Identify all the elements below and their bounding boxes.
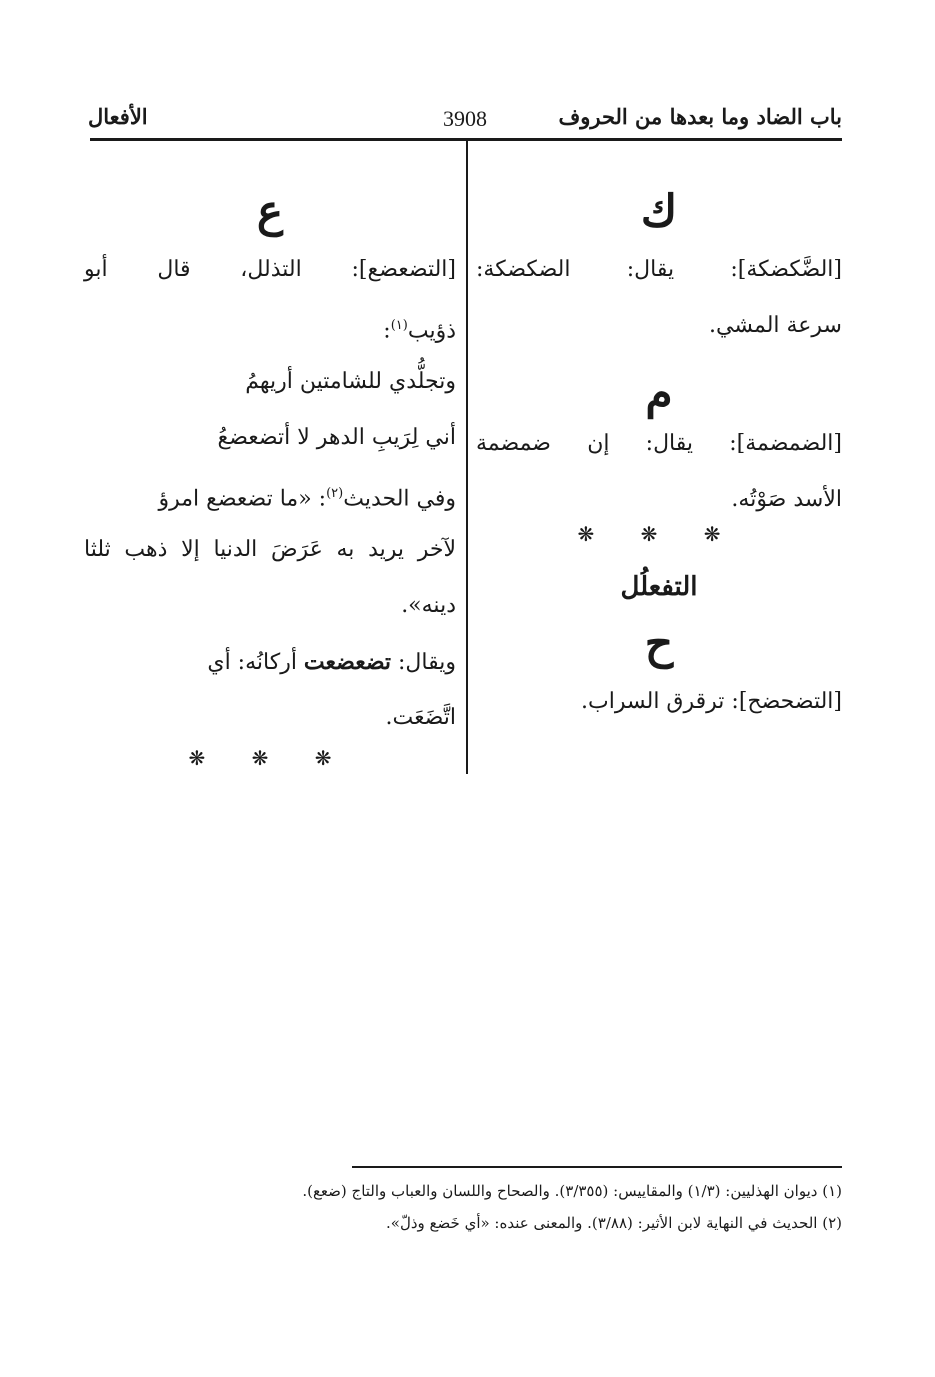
poet-name: ذؤيب	[407, 318, 456, 344]
footnote-ref-1: (١)	[390, 318, 408, 333]
mim-entry-line-2: الأسد صَوْتُه.	[731, 487, 842, 512]
separator-stars: ❋ ❋ ❋	[188, 746, 352, 770]
yuqal-line-1	[84, 634, 456, 690]
kaf-entry-line-2: سرعة المشي.	[709, 313, 842, 338]
colon: :	[383, 318, 391, 344]
kaf-entry-line-1: [الضَّكضكة]: يقال: الضكضكة:	[476, 257, 842, 282]
yuqal-line-2: اتَّضَعَت.	[385, 705, 456, 730]
left-column	[84, 150, 456, 770]
ain-entry-line-1: [التضعضع]: التذلل، قال أبو	[84, 257, 456, 282]
hadith-line-1	[84, 466, 456, 522]
letter-ain: ع	[256, 186, 284, 237]
letter-kaf: ك	[640, 186, 678, 237]
letter-ha: ح	[644, 618, 674, 669]
hadith-line-3: دينه».	[401, 593, 456, 618]
running-header	[88, 104, 842, 138]
footnote-rule	[352, 1166, 842, 1168]
ha-entry: [التضحضح]: ترقرق السراب.	[581, 689, 842, 714]
page-number: 3908	[443, 106, 487, 131]
chapter-title: باب الضاد وما بعدها من الحروف	[558, 104, 842, 129]
letter-mim: م	[645, 368, 673, 419]
yuqal-rest: أركانُه: أي	[207, 650, 304, 675]
section-heading: التفعلُل	[620, 572, 698, 602]
hadith-line-2: لآخر يريد به عَرَضَ الدنيا إلا ذهب ثلثا	[84, 537, 456, 562]
footnote-2: (٢) الحديث في النهاية لابن الأثير: (٣/٨٨). والمعنى عنده: «أي خَضع وذلّ».	[386, 1214, 842, 1232]
yuqal-intro: ويقال:	[391, 650, 456, 675]
footnote-ref-2: (٢)	[326, 486, 344, 501]
mim-entry-line-1: [الضمضمة]: يقال: إن ضمضمة	[476, 431, 842, 456]
verse-line-1: وتجلُّدي للشامتين أريهمُ	[245, 369, 456, 394]
separator-stars: ❋ ❋ ❋	[577, 522, 741, 546]
footnote-1: (١) ديوان الهذليين: (١/٣) والمقاييس: (٣/٣٥٥). والصحاح واللسان والعباب والتاج (ضعع).	[302, 1182, 842, 1200]
headword-tadaadaat: تضعضعت	[303, 649, 392, 675]
column-divider	[466, 140, 468, 774]
hadith-intro: وفي الحديث	[343, 486, 456, 512]
right-column	[476, 150, 842, 730]
hadith-quote-start: : «ما تضعضع امرؤ	[158, 486, 327, 512]
verse-line-2: أني لِرَيبِ الدهر لا أتضعضعُ	[217, 425, 456, 450]
ain-entry-line-2	[84, 298, 456, 354]
section-title: الأفعال	[88, 104, 148, 129]
